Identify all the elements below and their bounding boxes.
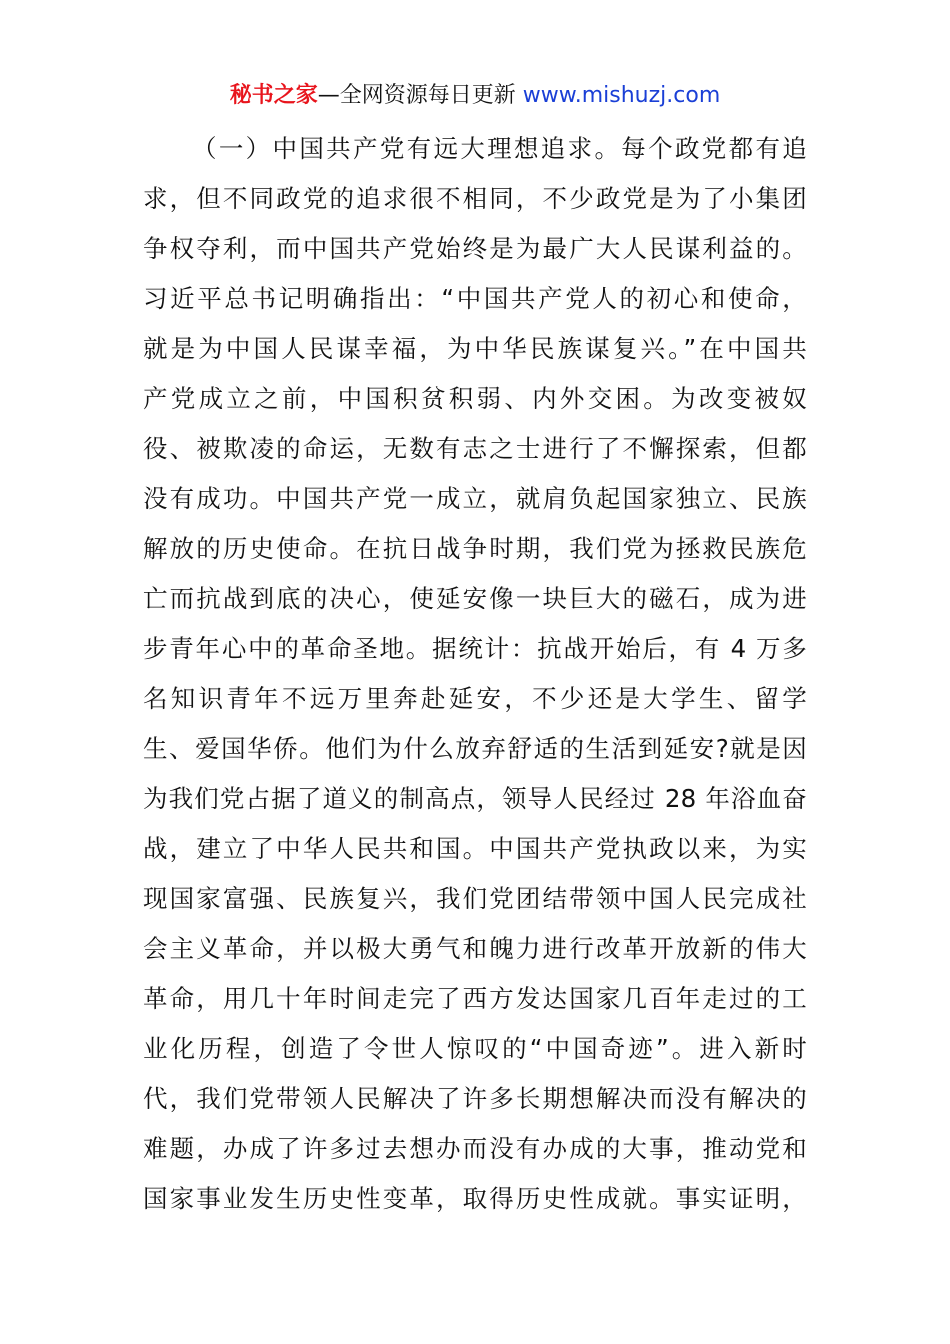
paragraph-line: 革命，用几十年时间走完了西方发达国家几百年走过的工 <box>143 984 807 1013</box>
header-url-link[interactable]: www.mishuzj.com <box>522 83 721 108</box>
paragraph-line: 业化历程，创造了令世人惊叹的“中国奇迹”。进入新时 <box>143 1034 807 1063</box>
paragraph-line: 亡而抗战到底的决心，使延安像一块巨大的磁石，成为进 <box>143 584 807 613</box>
paragraph-line: 生、爱国华侨。他们为什么放弃舒适的生活到延安?就是因 <box>143 734 807 763</box>
paragraph-line: 代，我们党带领人民解决了许多长期想解决而没有解决的 <box>143 1084 807 1113</box>
paragraph-line: 役、被欺凌的命运，无数有志之士进行了不懈探索，但都 <box>143 434 807 463</box>
paragraph-line: 争权夺利，而中国共产党始终是为最广大人民谋利益的。 <box>143 234 807 263</box>
paragraph-line: 现国家富强、民族复兴，我们党团结带领中国人民完成社 <box>143 884 807 913</box>
header-tagline: —全网资源每日更新 <box>317 83 523 108</box>
paragraph-line: 解放的历史使命。在抗日战争时期，我们党为拯救民族危 <box>143 534 807 563</box>
paragraph-line: 难题，办成了许多过去想办而没有办成的大事，推动党和 <box>143 1134 807 1163</box>
paragraph-line: 名知识青年不远万里奔赴延安，不少还是大学生、留学 <box>143 684 807 713</box>
header-brand: 秘书之家 <box>229 83 318 108</box>
paragraph-line: 步青年心中的革命圣地。据统计：抗战开始后，有 4 万多 <box>143 634 807 663</box>
paragraph-line: 会主义革命，并以极大勇气和魄力进行改革开放新的伟大 <box>143 934 807 963</box>
paragraph-line: 战，建立了中华人民共和国。中国共产党执政以来，为实 <box>143 834 807 863</box>
body-paragraph <box>143 124 807 1224</box>
paragraph-line: 就是为中国人民谋幸福，为中华民族谋复兴。”在中国共 <box>143 334 807 363</box>
paragraph-line: 习近平总书记明确指出：“中国共产党人的初心和使命， <box>143 284 807 313</box>
paragraph-line: （一）中国共产党有远大理想追求。每个政党都有追 <box>192 134 807 163</box>
paragraph-line: 国家事业发生历史性变革，取得历史性成就。事实证明， <box>143 1184 807 1213</box>
paragraph-line: 产党成立之前，中国积贫积弱、内外交困。为改变被奴 <box>143 384 807 413</box>
page-header <box>0 80 950 112</box>
paragraph-line: 求，但不同政党的追求很不相同，不少政党是为了小集团 <box>143 184 807 213</box>
paragraph-line: 为我们党占据了道义的制高点，领导人民经过 28 年浴血奋 <box>143 784 807 813</box>
paragraph-line: 没有成功。中国共产党一成立，就肩负起国家独立、民族 <box>143 484 807 513</box>
